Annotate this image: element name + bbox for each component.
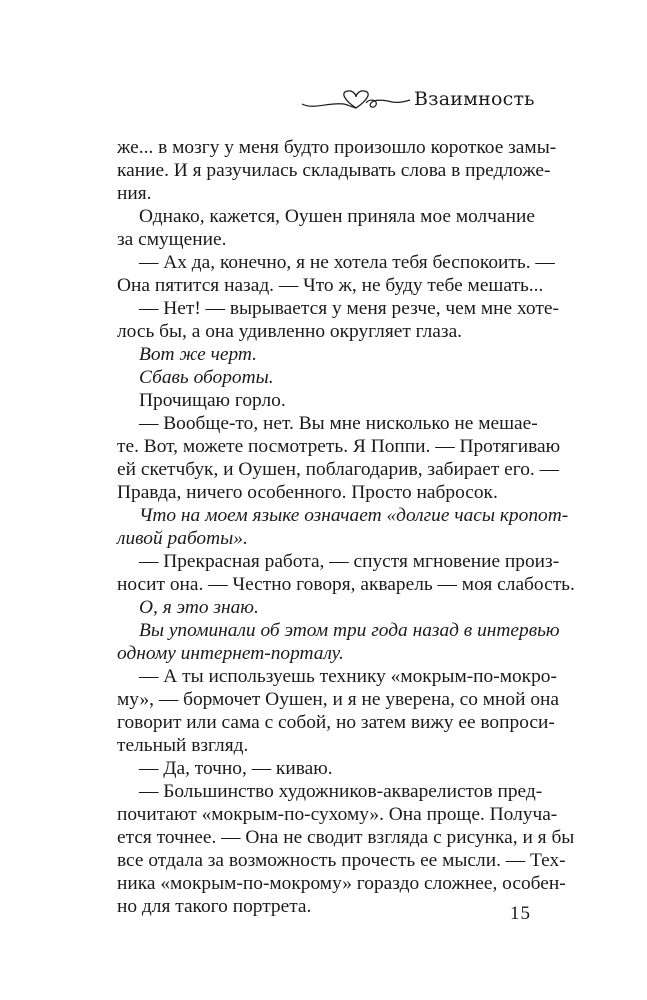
text-line: говорит или сама с собой, но затем вижу ее вопроси-	[117, 712, 555, 733]
text-line: носит она. — Честно говоря, акварель — моя слабость.	[117, 574, 575, 595]
text-line: Вы упоминали об этом три года назад в интервью	[139, 620, 560, 641]
text-line: ливой работы».	[117, 528, 248, 549]
page-number: 15	[510, 903, 531, 924]
running-header	[300, 86, 540, 116]
text-line: но для такого портрета.	[117, 896, 312, 917]
text-line: ния.	[117, 183, 152, 204]
text-line: — Да, точно, — киваю.	[139, 758, 333, 779]
text-line: Она пятится назад. — Что ж, не буду тебе мешать...	[117, 275, 544, 296]
book-title: Взаимность	[414, 88, 535, 110]
text-line: одному интернет-порталу.	[117, 643, 344, 664]
text-line: Правда, ничего особенного. Просто набросок.	[117, 482, 498, 503]
text-line: Вот же черт.	[139, 344, 258, 365]
body-text	[117, 136, 575, 918]
text-line: ей скетчбук, и Оушен, поблагодарив, забирает его. —	[117, 459, 560, 480]
text-line: Прочищаю горло.	[139, 390, 286, 411]
text-line: му», — бормочет Оушен, и я не уверена, со мной она	[117, 689, 560, 710]
text-line: тельный взгляд.	[117, 735, 249, 756]
text-line: за смущение.	[117, 229, 227, 250]
text-line: — А ты используешь технику «мокрым-по-мокро-	[139, 666, 557, 687]
text-line: — Нет! — вырывается у меня резче, чем мне хоте-	[139, 298, 559, 319]
text-line: лось бы, а она удивленно округляет глаза.	[117, 321, 463, 342]
text-line: — Вообще-то, нет. Вы мне нисколько не мешае-	[139, 413, 538, 434]
text-line: — Большинство художников-акварелистов пред-	[139, 781, 543, 802]
text-line: О, я это знаю.	[139, 597, 259, 618]
text-line: ется точнее. — Она не сводит взгляда с рисунка, и я бы	[117, 827, 575, 848]
text-line: все отдала за возможность прочесть ее мысли. — Тех-	[117, 850, 566, 871]
text-line: Что на моем языке означает «долгие часы кропот-	[139, 505, 569, 526]
text-line: те. Вот, можете посмотреть. Я Поппи. — Протягиваю	[117, 436, 561, 457]
text-line: ника «мокрым-по-мокрому» гораздо сложнее, особен-	[117, 873, 566, 894]
text-line: Сбавь обороты.	[139, 367, 274, 388]
text-line: почитают «мокрым-по-сухому». Она проще. Получа-	[117, 804, 558, 825]
heart-swirl-ornament-icon	[300, 88, 412, 112]
text-line: Однако, кажется, Оушен приняла мое молчание	[139, 206, 535, 227]
text-line: кание. И я разучилась складывать слова в предложе-	[117, 160, 551, 181]
text-line: — Прекрасная работа, — спустя мгновение произ-	[139, 551, 560, 572]
text-line: — Ах да, конечно, я не хотела тебя беспокоить. —	[139, 252, 555, 273]
text-line: же... в мозгу у меня будто произошло короткое замы-	[117, 137, 557, 158]
